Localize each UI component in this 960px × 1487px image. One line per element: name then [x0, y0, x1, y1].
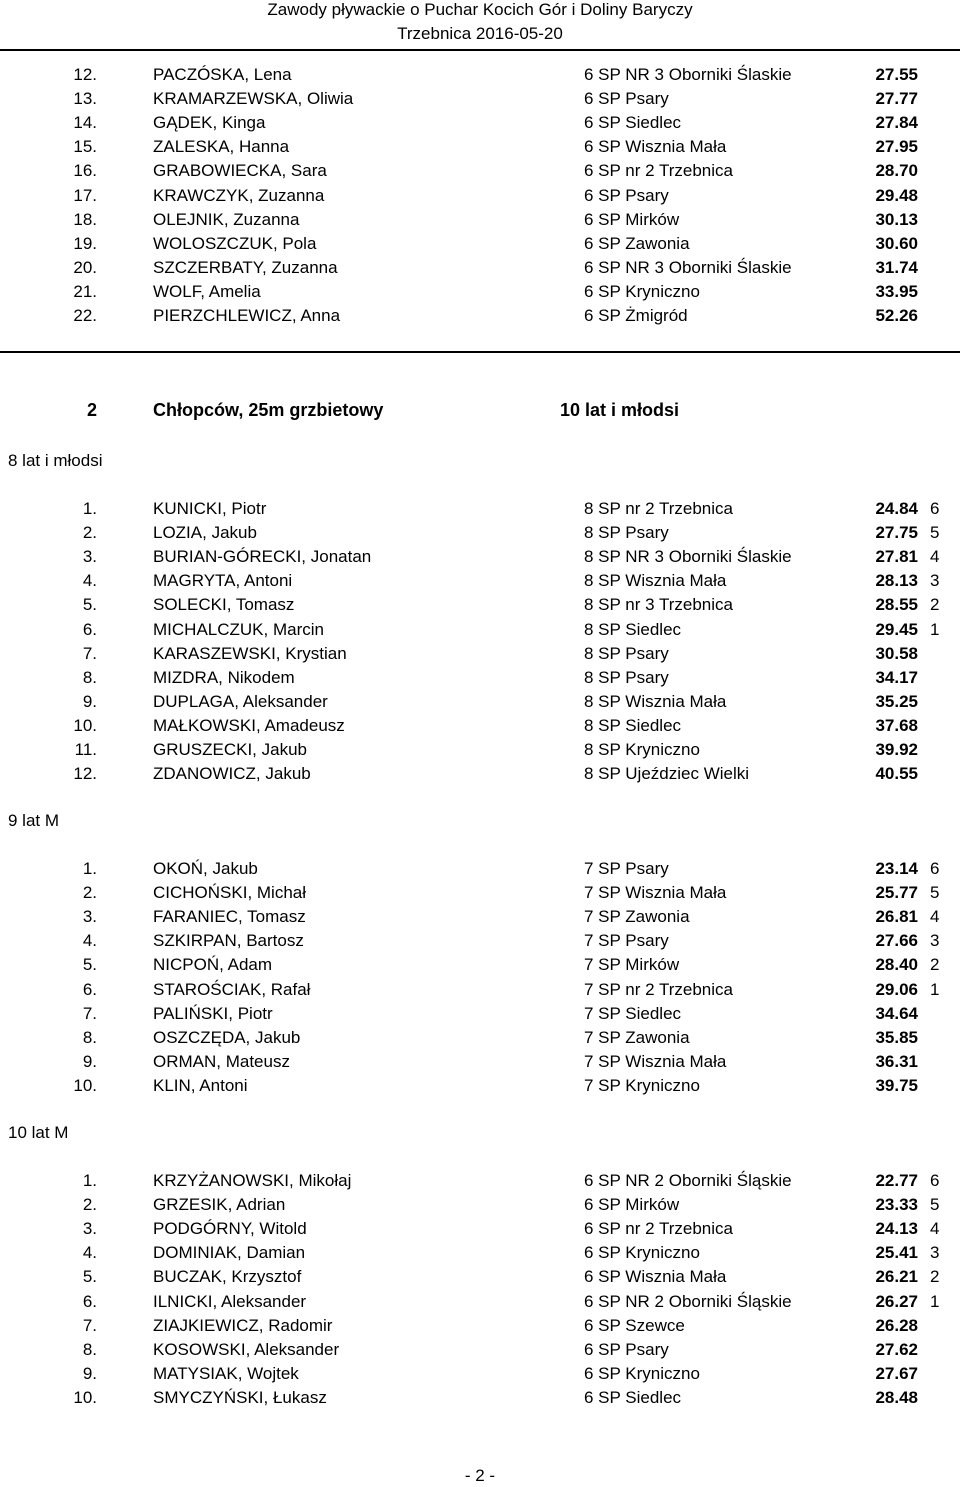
place-cell: 11. [74, 740, 97, 759]
result-row [0, 620, 960, 644]
place-cell: 16. [73, 161, 97, 181]
place-cell: 8. [82, 1339, 97, 1359]
club-cell: 7 SP Psary [584, 931, 669, 951]
swimmer-name-cell: PODGÓRNY, Witold [153, 1219, 307, 1239]
club-cell: 8 SP nr 3 Trzebnica [584, 595, 733, 615]
result-row [0, 980, 960, 1004]
place-cell: 12. [73, 764, 97, 784]
club-cell: 6 SP Psary [584, 185, 669, 205]
result-row [0, 113, 960, 137]
swimmer-name-cell: WOLF, Amelia [153, 281, 261, 301]
swimmer-name-cell: ORMAN, Mateusz [153, 1051, 290, 1071]
place-cell: 21. [73, 281, 97, 301]
place-cell: 20. [73, 257, 97, 277]
swimmer-name-cell: ZIAJKIEWICZ, Radomir [153, 1315, 333, 1335]
result-row [0, 955, 960, 979]
club-cell: 6 SP Siedlec [584, 113, 682, 133]
club-cell: 7 SP nr 2 Trzebnica [584, 979, 733, 999]
points-cell: 2 [930, 1267, 940, 1287]
place-cell: 9. [82, 1363, 97, 1383]
time-cell: 28.55 [875, 595, 918, 615]
place-cell: 10. [73, 715, 97, 735]
time-cell: 25.41 [875, 1243, 918, 1263]
place-cell: 2. [82, 523, 97, 543]
group-label-10-boys: 10 lat M [8, 1123, 69, 1142]
place-cell: 3. [82, 1219, 97, 1239]
time-cell: 25.77 [875, 883, 918, 903]
points-cell: 2 [930, 595, 940, 615]
swimmer-name-cell: MIZDRA, Nikodem [153, 667, 295, 687]
club-cell: 8 SP Psary [584, 643, 669, 663]
swimmer-name-cell: ZDANOWICZ, Jakub [153, 764, 311, 784]
swimmer-name-cell: PALIŃSKI, Piotr [153, 1003, 273, 1023]
club-cell: 6 SP Mirków [584, 209, 680, 229]
points-cell: 6 [930, 499, 940, 518]
event-divider [0, 351, 960, 353]
place-cell: 2. [82, 883, 97, 903]
club-cell: 6 SP NR 2 Oborniki Śląskie [584, 1291, 792, 1311]
result-row [0, 740, 960, 764]
result-row [0, 282, 960, 306]
club-cell: 6 SP Mirków [584, 1195, 680, 1215]
swimmer-name-cell: WOLOSZCZUK, Pola [153, 233, 317, 253]
result-row [0, 161, 960, 185]
swimmer-name-cell: SZKIRPAN, Bartosz [153, 931, 304, 951]
place-cell: 18. [73, 209, 97, 229]
result-row [0, 716, 960, 740]
swimmer-name-cell: GRZESIK, Adrian [153, 1195, 286, 1215]
time-cell: 37.68 [875, 715, 918, 735]
place-cell: 2. [82, 1195, 97, 1215]
result-row [0, 1052, 960, 1076]
place-cell: 8. [82, 1027, 97, 1047]
time-cell: 52.26 [875, 306, 918, 325]
club-cell: 8 SP Psary [584, 523, 669, 543]
result-row [0, 547, 960, 571]
swimmer-name-cell: KRAMARZEWSKA, Oliwia [153, 89, 354, 109]
club-cell: 6 SP Wisznia Mała [584, 137, 727, 157]
swimmer-name-cell: KRZYŻANOWSKI, Mikołaj [153, 1171, 352, 1190]
place-cell: 6. [82, 619, 97, 639]
swimmer-name-cell: PIERZCHLEWICZ, Anna [153, 306, 341, 325]
time-cell: 24.13 [875, 1219, 918, 1239]
club-cell: 7 SP Psary [584, 859, 669, 878]
time-cell: 27.62 [875, 1339, 918, 1359]
time-cell: 40.55 [875, 764, 918, 784]
place-cell: 19. [73, 233, 97, 253]
club-cell: 8 SP Psary [584, 667, 669, 687]
place-cell: 4. [82, 571, 97, 591]
time-cell: 30.58 [875, 643, 918, 663]
club-cell: 7 SP Zawonia [584, 907, 690, 927]
result-row [0, 907, 960, 931]
swimmer-name-cell: MAŁKOWSKI, Amadeusz [153, 715, 345, 735]
club-cell: 6 SP Kryniczno [584, 281, 700, 301]
club-cell: 8 SP nr 2 Trzebnica [584, 499, 733, 518]
place-cell: 3. [82, 907, 97, 927]
place-cell: 12. [73, 65, 97, 84]
result-row [0, 210, 960, 234]
place-cell: 4. [82, 931, 97, 951]
swimmer-name-cell: STAROŚCIAK, Rafał [153, 979, 311, 999]
place-cell: 7. [82, 1003, 97, 1023]
result-row [0, 668, 960, 692]
points-cell: 1 [930, 1291, 940, 1311]
swimmer-name-cell: ZALESKA, Hanna [153, 137, 290, 157]
place-cell: 5. [82, 955, 97, 975]
result-row [0, 644, 960, 668]
club-cell: 6 SP NR 3 Oborniki Ślaskie [584, 257, 792, 277]
swimmer-name-cell: BUCZAK, Krzysztof [153, 1267, 302, 1287]
swimmer-name-cell: GRABOWIECKA, Sara [153, 161, 327, 181]
place-cell: 6. [82, 1291, 97, 1311]
points-cell: 5 [930, 1195, 940, 1215]
place-cell: 5. [82, 595, 97, 615]
time-cell: 30.13 [875, 209, 918, 229]
result-row [0, 499, 960, 523]
result-row [0, 137, 960, 161]
club-cell: 6 SP Szewce [584, 1315, 685, 1335]
result-row [0, 258, 960, 282]
points-cell: 4 [930, 547, 940, 567]
time-cell: 35.85 [875, 1027, 918, 1047]
result-row [0, 571, 960, 595]
place-cell: 9. [82, 691, 97, 711]
group-label-9-boys: 9 lat M [8, 811, 60, 830]
club-cell: 6 SP Wisznia Mała [584, 1267, 727, 1287]
place-cell: 15. [73, 137, 97, 157]
result-row [0, 1292, 960, 1316]
club-cell: 7 SP Siedlec [584, 1003, 682, 1023]
swimmer-name-cell: KLIN, Antoni [153, 1075, 248, 1095]
time-cell: 26.27 [875, 1291, 918, 1311]
place-cell: 1. [82, 499, 97, 518]
result-row [0, 1243, 960, 1267]
place-cell: 1. [82, 859, 97, 878]
page-number: - 2 - [464, 1466, 496, 1485]
club-cell: 6 SP NR 2 Oborniki Śląskie [584, 1171, 792, 1190]
time-cell: 27.77 [875, 89, 918, 109]
club-cell: 6 SP nr 2 Trzebnica [584, 161, 733, 181]
time-cell: 23.14 [875, 859, 918, 878]
points-cell: 2 [930, 955, 940, 975]
time-cell: 27.95 [875, 137, 918, 157]
swimmer-name-cell: GRUSZECKI, Jakub [153, 740, 307, 759]
swimmer-name-cell: MICHALCZUK, Marcin [153, 619, 324, 639]
place-cell: 3. [82, 547, 97, 567]
time-cell: 33.95 [875, 281, 918, 301]
swimmer-name-cell: LOZIA, Jakub [153, 523, 257, 543]
club-cell: 6 SP NR 3 Oborniki Ślaskie [584, 65, 792, 84]
place-cell: 4. [82, 1243, 97, 1263]
time-cell: 28.48 [875, 1387, 918, 1407]
group-label-8-and-under: 8 lat i młodsi [8, 451, 103, 470]
time-cell: 24.84 [875, 499, 918, 518]
result-row [0, 186, 960, 210]
club-cell: 8 SP Kryniczno [584, 740, 700, 759]
time-cell: 27.81 [875, 547, 918, 567]
swimmer-name-cell: OSZCZĘDA, Jakub [153, 1027, 301, 1047]
time-cell: 26.81 [875, 907, 918, 927]
swimmer-name-cell: CICHOŃSKI, Michał [153, 883, 307, 903]
time-cell: 27.67 [875, 1363, 918, 1383]
result-row [0, 692, 960, 716]
swimmer-name-cell: SZCZERBATY, Zuzanna [153, 257, 338, 277]
place-cell: 1. [82, 1171, 97, 1190]
time-cell: 34.64 [875, 1003, 918, 1023]
points-cell: 5 [930, 523, 940, 543]
points-cell: 1 [930, 619, 940, 639]
time-cell: 23.33 [875, 1195, 918, 1215]
club-cell: 6 SP Siedlec [584, 1387, 682, 1407]
club-cell: 7 SP Wisznia Mała [584, 883, 727, 903]
time-cell: 28.70 [875, 161, 918, 181]
points-cell: 6 [930, 859, 940, 878]
result-row [0, 931, 960, 955]
time-cell: 35.25 [875, 691, 918, 711]
swimmer-name-cell: DUPLAGA, Aleksander [153, 691, 328, 711]
club-cell: 6 SP Kryniczno [584, 1363, 700, 1383]
club-cell: 6 SP Żmigród [584, 306, 688, 325]
swimmer-name-cell: DOMINIAK, Damian [153, 1243, 306, 1263]
result-row [0, 595, 960, 619]
club-cell: 8 SP Siedlec [584, 619, 682, 639]
club-cell: 6 SP Psary [584, 89, 669, 109]
time-cell: 27.75 [875, 523, 918, 543]
club-cell: 6 SP Zawonia [584, 233, 690, 253]
document-subtitle: Trzebnica 2016-05-20 [397, 24, 563, 43]
time-cell: 30.60 [875, 233, 918, 253]
time-cell: 36.31 [875, 1051, 918, 1071]
time-cell: 31.74 [875, 257, 918, 277]
place-cell: 17. [73, 185, 97, 205]
time-cell: 39.75 [875, 1075, 918, 1095]
club-cell: 7 SP Wisznia Mała [584, 1051, 727, 1071]
swimmer-name-cell: KUNICKI, Piotr [153, 499, 267, 518]
result-row [0, 1388, 960, 1412]
place-cell: 8. [82, 667, 97, 687]
time-cell: 29.48 [875, 185, 918, 205]
points-cell: 3 [930, 931, 940, 951]
event-age-category: 10 lat i młodsi [560, 400, 680, 420]
club-cell: 6 SP Psary [584, 1339, 669, 1359]
club-cell: 6 SP nr 2 Trzebnica [584, 1219, 733, 1239]
result-row [0, 306, 960, 330]
document-title: Zawody pływackie o Puchar Kocich Gór i Doliny Baryczy [267, 0, 693, 19]
event-number: 2 [86, 400, 97, 420]
result-row [0, 859, 960, 883]
place-cell: 10. [73, 1075, 97, 1095]
club-cell: 8 SP Siedlec [584, 715, 682, 735]
club-cell: 7 SP Zawonia [584, 1027, 690, 1047]
result-row [0, 1219, 960, 1243]
points-cell: 6 [930, 1171, 940, 1190]
result-row [0, 1267, 960, 1291]
result-row [0, 1195, 960, 1219]
time-cell: 27.84 [875, 113, 918, 133]
place-cell: 6. [82, 979, 97, 999]
result-row [0, 1004, 960, 1028]
place-cell: 13. [73, 89, 97, 109]
swimmer-name-cell: ILNICKI, Aleksander [153, 1291, 307, 1311]
club-cell: 7 SP Kryniczno [584, 1075, 700, 1095]
points-cell: 3 [930, 1243, 940, 1263]
place-cell: 9. [82, 1051, 97, 1071]
swimmer-name-cell: SOLECKI, Tomasz [153, 595, 295, 615]
swimmer-name-cell: SMYCZYŃSKI, Łukasz [153, 1387, 327, 1407]
result-row [0, 234, 960, 258]
time-cell: 29.45 [875, 619, 918, 639]
place-cell: 7. [82, 643, 97, 663]
club-cell: 8 SP Wisznia Mała [584, 571, 727, 591]
event-name: Chłopców, 25m grzbietowy [153, 400, 384, 420]
swimmer-name-cell: KARASZEWSKI, Krystian [153, 643, 347, 663]
swimmer-name-cell: OKOŃ, Jakub [153, 859, 258, 878]
result-row [0, 1340, 960, 1364]
result-row [0, 1028, 960, 1052]
result-row [0, 523, 960, 547]
result-row [0, 1171, 960, 1195]
club-cell: 6 SP Kryniczno [584, 1243, 700, 1263]
place-cell: 14. [73, 113, 97, 133]
time-cell: 22.77 [875, 1171, 918, 1190]
swimmer-name-cell: KOSOWSKI, Aleksander [153, 1339, 340, 1359]
swimmer-name-cell: KRAWCZYK, Zuzanna [153, 185, 325, 205]
result-row [0, 89, 960, 113]
place-cell: 10. [73, 1387, 97, 1407]
club-cell: 7 SP Mirków [584, 955, 680, 975]
time-cell: 27.66 [875, 931, 918, 951]
place-cell: 5. [82, 1267, 97, 1287]
swimmer-name-cell: MAGRYTA, Antoni [153, 571, 293, 591]
time-cell: 26.21 [875, 1267, 918, 1287]
result-row [0, 764, 960, 788]
place-cell: 7. [82, 1315, 97, 1335]
time-cell: 28.40 [875, 955, 918, 975]
header-divider [0, 49, 960, 51]
swimmer-name-cell: GĄDEK, Kinga [153, 113, 266, 133]
points-cell: 5 [930, 883, 940, 903]
points-cell: 1 [930, 979, 940, 999]
club-cell: 8 SP Wisznia Mała [584, 691, 727, 711]
result-row [0, 1076, 960, 1100]
time-cell: 27.55 [875, 65, 918, 84]
points-cell: 3 [930, 571, 940, 591]
place-cell: 22. [73, 306, 97, 325]
club-cell: 8 SP Ujeździec Wielki [584, 764, 750, 784]
swimmer-name-cell: MATYSIAK, Wojtek [153, 1363, 299, 1383]
swimmer-name-cell: FARANIEC, Tomasz [153, 907, 306, 927]
swimmer-name-cell: PACZÓSKA, Lena [153, 65, 292, 84]
result-row [0, 1364, 960, 1388]
points-cell: 4 [930, 1219, 940, 1239]
time-cell: 26.28 [875, 1315, 918, 1335]
result-row [0, 883, 960, 907]
result-row [0, 1316, 960, 1340]
points-cell: 4 [930, 907, 940, 927]
time-cell: 34.17 [875, 667, 918, 687]
time-cell: 28.13 [875, 571, 918, 591]
swimmer-name-cell: NICPOŃ, Adam [153, 955, 273, 975]
time-cell: 29.06 [875, 979, 918, 999]
result-row [0, 65, 960, 89]
club-cell: 8 SP NR 3 Oborniki Ślaskie [584, 547, 792, 567]
swimmer-name-cell: OLEJNIK, Zuzanna [153, 209, 300, 229]
time-cell: 39.92 [875, 740, 918, 759]
swimmer-name-cell: BURIAN-GÓRECKI, Jonatan [153, 547, 372, 567]
